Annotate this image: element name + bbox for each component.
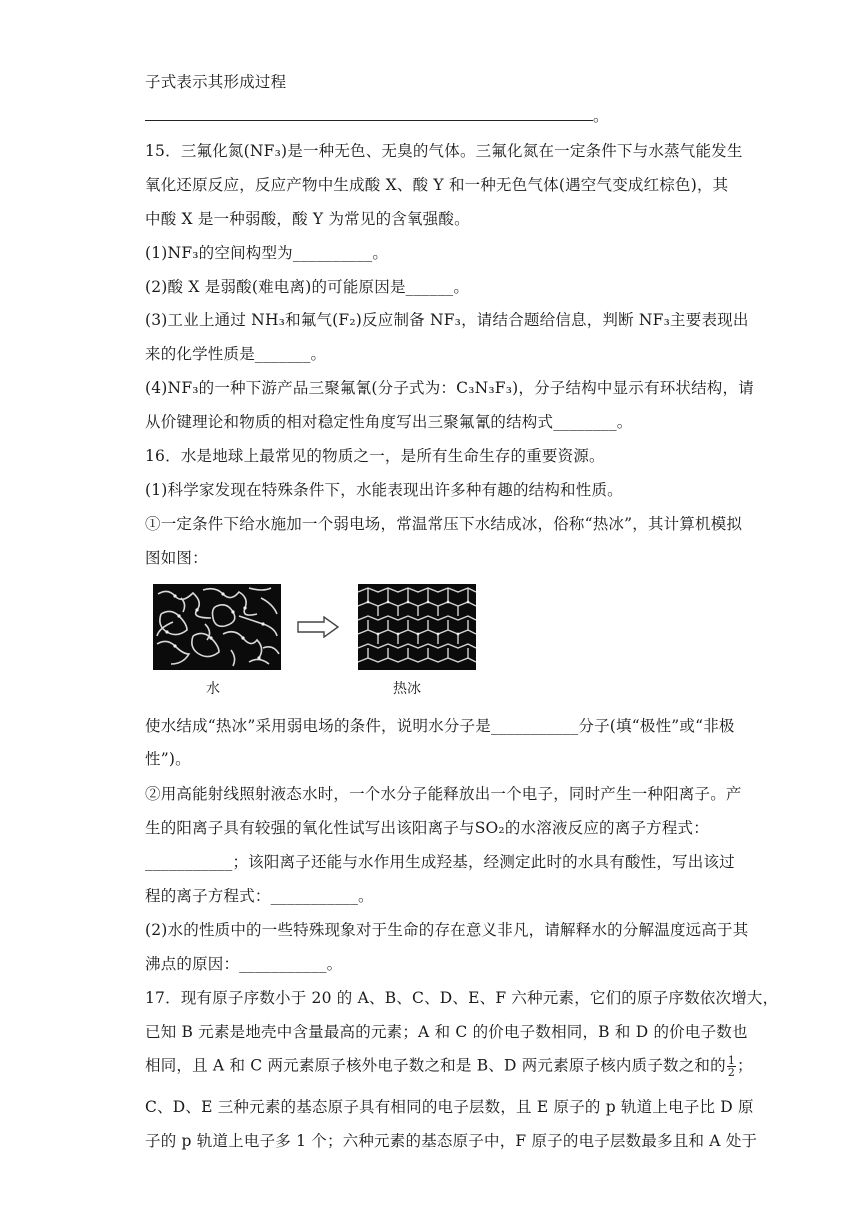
text-segment: 相同，且 A 和 C 两元素原子核外电子数之和是 B、D 两元素原子核内质子数之和的	[145, 1056, 726, 1075]
hot-ice-simulation-image	[358, 584, 476, 670]
text-line: C、D、E 三种元素的基态原子具有相同的电子层数，且 E 原子的 p 轨道上电子比 D 原	[145, 1098, 754, 1116]
text-line: ②用高能射线照射液态水时，一个水分子能释放出一个电子，同时产生一种阳离子。产	[145, 785, 742, 803]
text-line: 生的阳离子具有较强的氧化性试写出该阳离子与SO₂的水溶液反应的离子方程式：	[145, 819, 709, 837]
answer-blank-line	[145, 106, 725, 126]
answer-blank	[145, 106, 593, 121]
text-line: 使水结成“热冰”采用弱电场的条件，说明水分子是___________分子(填“极性”或“非极	[145, 717, 735, 735]
question-17-line: 17．现有原子序数小于 20 的 A、B、C、D、E、F 六种元素，它们的原子序数依次增大，	[145, 989, 779, 1007]
text-line: 子的 p 轨道上电子多 1 个；六种元素的基态原子中，F 原子的电子层数最多且和 A 处于	[145, 1132, 758, 1150]
text-line-end: 。	[593, 107, 609, 125]
text-line: 氧化还原反应，反应产物中生成酸 X、酸 Y 和一种无色气体(遇空气变成红棕色)，其	[145, 176, 729, 194]
sub-question-line: (4)NF₃的一种下游产品三聚氟氰(分子式为：C₃N₃F₃)，分子结构中显示有环状结构，请	[145, 379, 754, 397]
text-line: ___________；该阳离子还能与水作用生成羟基，经测定此时的水具有酸性，写出该过	[145, 853, 735, 871]
fraction-denominator: 2	[727, 1066, 736, 1079]
hot-ice-figure	[150, 584, 480, 700]
sub-question-line: (2)酸 X 是弱酸(难电离)的可能原因是______。	[145, 278, 470, 296]
sub-question-line: (3)工业上通过 NH₃和氟气(F₂)反应制备 NF₃，请结合题给信息，判断 NF₃主要表现出	[145, 311, 749, 329]
text-line: 已知 B 元素是地壳中含量最高的元素；A 和 C 的价电子数相同，B 和 D 的价电子数也	[145, 1023, 748, 1041]
sub-question-line: (1)NF₃的空间构型为__________。	[145, 244, 389, 262]
figure-label-water: 水	[206, 681, 220, 697]
figure-label-hot-ice: 热冰	[393, 681, 421, 697]
right-arrow-icon	[296, 616, 340, 638]
text-line: 沸点的原因：___________。	[145, 955, 343, 973]
text-segment: ；	[737, 1056, 753, 1075]
water-simulation-image	[153, 584, 281, 670]
text-line: ①一定条件下给水施加一个弱电场，常温常压下水结成冰，俗称“热冰”，其计算机模拟	[145, 515, 743, 533]
fraction-numerator: 1	[727, 1054, 736, 1067]
sub-question-line: (1)科学家发现在特殊条件下，水能表现出许多种有趣的结构和性质。	[145, 481, 623, 499]
text-line: 中酸 X 是一种弱酸，酸 Y 为常见的含氧强酸。	[145, 210, 470, 228]
text-line: 程的离子方程式：___________。	[145, 887, 374, 905]
question-16-line: 16．水是地球上最常见的物质之一，是所有生命生存的重要资源。	[145, 447, 605, 465]
question-15-line: 15．三氟化氮(NF₃)是一种无色、无臭的气体。三氟化氮在一定条件下与水蒸气能发生	[145, 142, 743, 160]
text-line: 子式表示其形成过程	[145, 73, 287, 91]
fraction-one-half	[727, 1055, 736, 1078]
sub-question-line: (2)水的性质中的一些特殊现象对于生命的存在意义非凡，请解释水的分解温度远高于其	[145, 921, 749, 939]
text-line: 性”)。	[145, 750, 191, 768]
text-line: 来的化学性质是_______。	[145, 345, 327, 363]
text-line-with-fraction	[145, 1054, 753, 1079]
text-line: 图如图：	[145, 549, 208, 567]
text-line: 从价键理论和物质的相对稳定性角度写出三聚氟氰的结构式________。	[145, 413, 633, 431]
